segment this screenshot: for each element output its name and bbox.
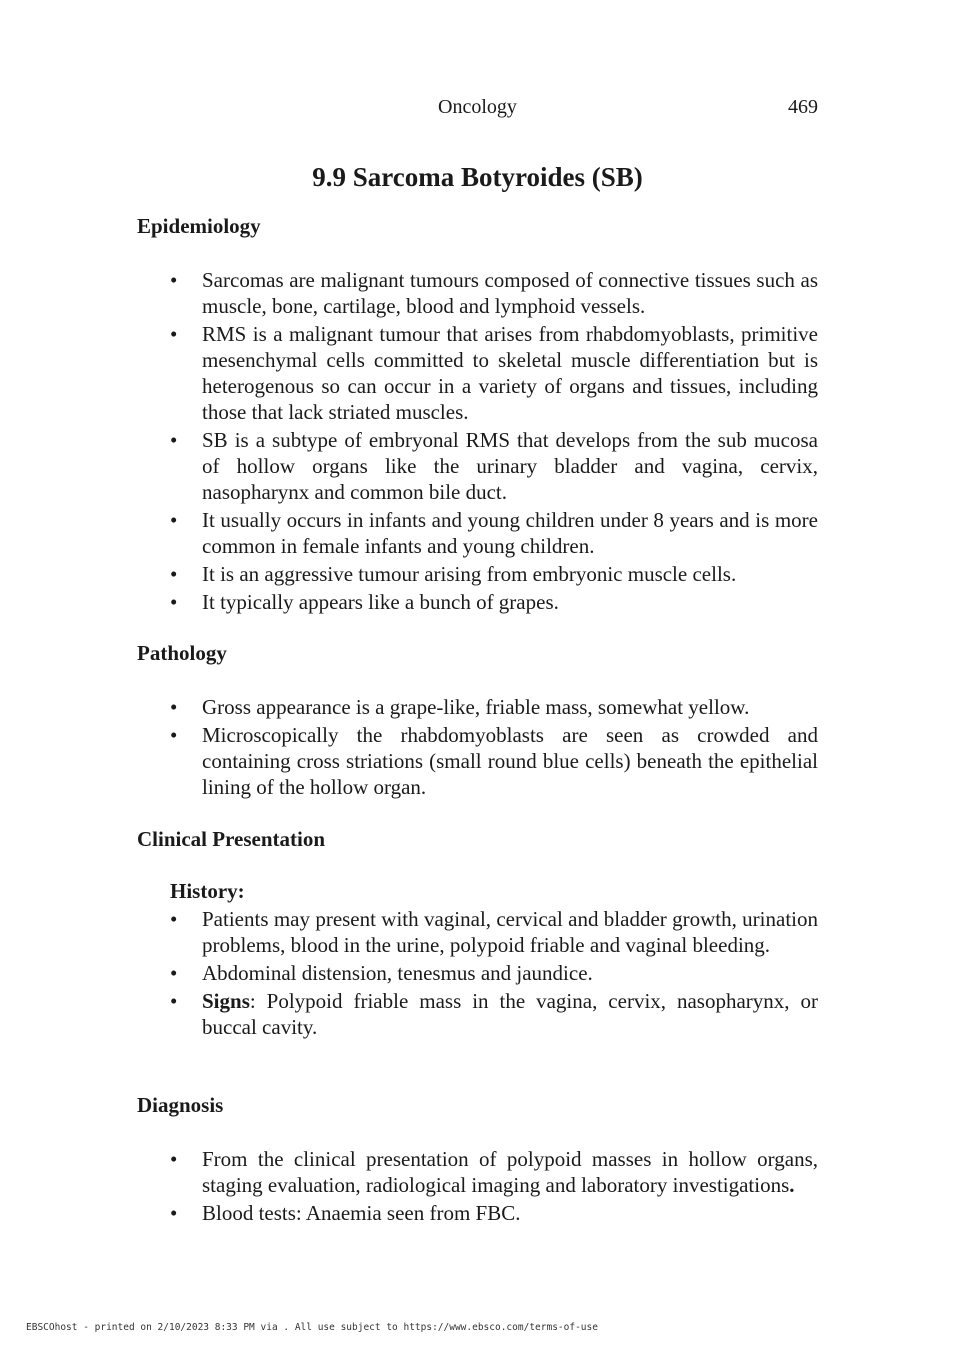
list-item [137, 427, 818, 505]
bullet-icon: • [170, 1201, 178, 1225]
bullet-icon: • [170, 723, 178, 747]
bullet-icon: • [170, 508, 178, 532]
list-item [137, 321, 818, 425]
signs-label: Signs [202, 989, 250, 1013]
list-item [137, 722, 818, 800]
list-item-text: Sarcomas are malignant tumours composed of connective tissues such as muscle, bone, cartilage, blood and lymphoid vessels. [202, 268, 818, 318]
list-item [137, 694, 818, 720]
bullet-icon: • [170, 322, 178, 346]
clinical-heading: Clinical Presentation [137, 827, 326, 851]
bullet-icon: • [170, 989, 178, 1013]
bullet-icon: • [170, 590, 178, 614]
bullet-icon: • [170, 695, 178, 719]
bullet-icon: • [170, 1147, 178, 1171]
list-item-text: RMS is a malignant tumour that arises from rhabdomyoblasts, primitive mesenchymal cells committed to skeletal muscle differentiation but is heterogenous so can occur in a variety of organs and tissues, including those that lack striated muscles. [202, 322, 818, 424]
epidemiology-list [137, 267, 818, 617]
list-item-text: SB is a subtype of embryonal RMS that develops from the sub mucosa of hollow organs like the urinary bladder and vagina, cervix, nasopharynx and common bile duct. [202, 428, 818, 504]
list-item [137, 988, 818, 1040]
list-item [137, 507, 818, 559]
list-item-text: Microscopically the rhabdomyoblasts are seen as crowded and containing cross striations (small round blue cells) beneath the epithelial lining of the hollow organ. [202, 723, 818, 799]
diagnosis-heading: Diagnosis [137, 1093, 224, 1117]
diagnosis-list [137, 1146, 818, 1228]
signs-text: : Polypoid friable mass in the vagina, cervix, nasopharynx, or buccal cavity. [202, 989, 818, 1039]
list-item-text: It usually occurs in infants and young children under 8 years and is more common in female infants and young children. [202, 508, 818, 558]
list-item-text: Patients may present with vaginal, cervical and bladder growth, urination problems, blood in the urine, polypoid friable and vaginal bleeding. [202, 907, 818, 957]
history-heading: History: [170, 879, 245, 903]
list-item [137, 561, 818, 587]
bullet-icon: • [170, 428, 178, 452]
print-footer: EBSCOhost - printed on 2/10/2023 8:33 PM via . All use subject to https://www.ebsco.com/terms-of-use [26, 1322, 598, 1333]
bullet-icon: • [170, 562, 178, 586]
bold-period: . [789, 1173, 795, 1197]
list-item [137, 960, 818, 986]
running-title: Oncology [438, 96, 517, 118]
bullet-icon: • [170, 268, 178, 292]
section-title: 9.9 Sarcoma Botyroides (SB) [312, 162, 643, 192]
page-number: 469 [788, 96, 818, 118]
pathology-list [137, 694, 818, 802]
list-item-text: Blood tests: Anaemia seen from FBC. [202, 1201, 521, 1225]
epidemiology-heading: Epidemiology [137, 214, 261, 238]
list-item [137, 1146, 818, 1198]
list-item-text: Gross appearance is a grape-like, friable mass, somewhat yellow. [202, 695, 750, 719]
running-header [137, 96, 818, 122]
list-item [137, 267, 818, 319]
list-item [137, 589, 818, 615]
bullet-icon: • [170, 907, 178, 931]
list-item-text: From the clinical presentation of polypoid masses in hollow organs, staging evaluation, radiological imaging and laboratory investigations [202, 1147, 818, 1197]
list-item-text: Abdominal distension, tenesmus and jaundice. [202, 961, 593, 985]
list-item-text: It typically appears like a bunch of grapes. [202, 590, 559, 614]
list-item [137, 1200, 818, 1226]
bullet-icon: • [170, 961, 178, 985]
pathology-heading: Pathology [137, 641, 227, 665]
clinical-list [137, 906, 818, 1042]
list-item-text: It is an aggressive tumour arising from embryonic muscle cells. [202, 562, 737, 586]
list-item [137, 906, 818, 958]
